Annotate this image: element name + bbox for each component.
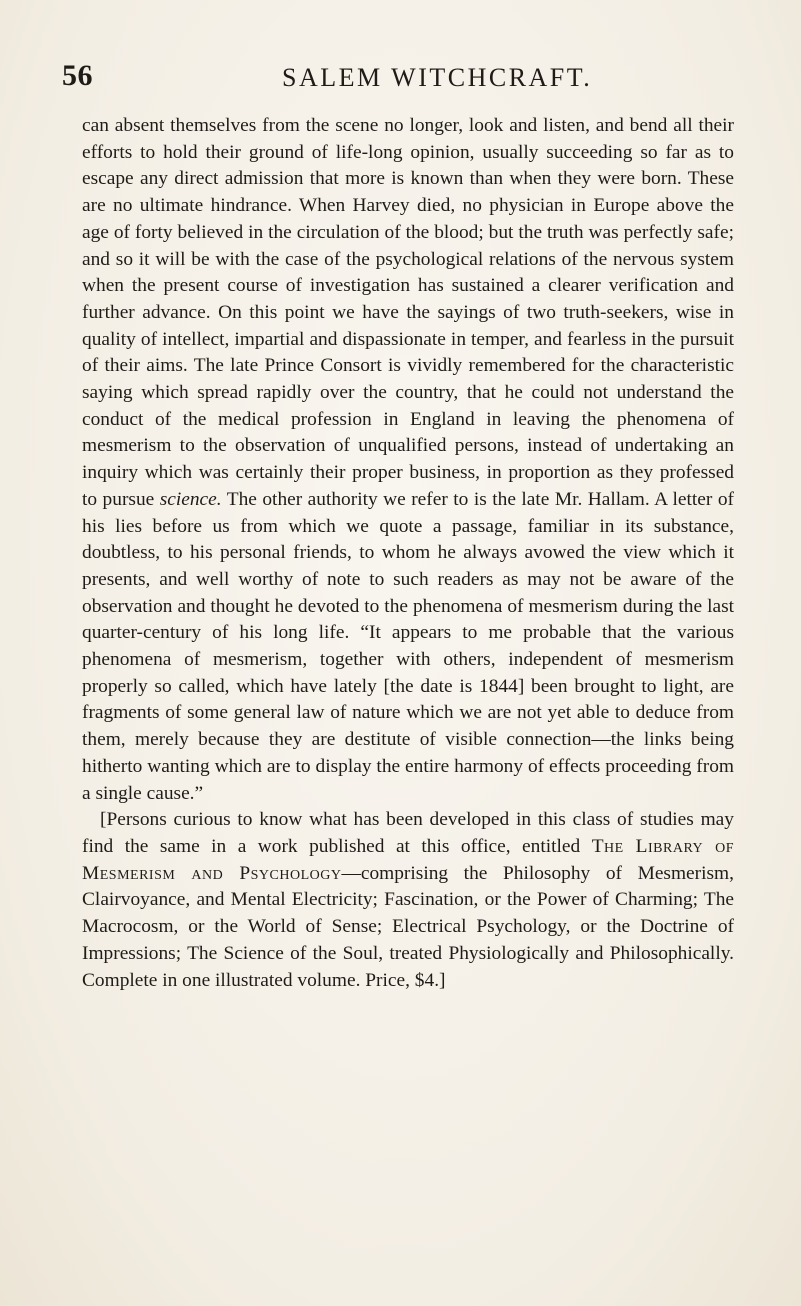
italic-word: science.: [159, 488, 222, 510]
body-text: [82, 113, 734, 994]
advertisement-text-start: [Persons curious to know what has been developed in this class of studies may find the same in a work published at this office, entitled: [82, 809, 734, 857]
main-paragraph: [82, 113, 734, 807]
running-title: SALEM WITCHCRAFT.: [282, 63, 593, 92]
main-paragraph-text: can absent themselves from the scene no longer, look and listen, and bend all their efforts to hold their ground of life-long opinion, usually succeeding so far as to escape any direct admission that more is known than when they were born. These are no ultimate hindrance. When Harvey died, no physician in Europe above the age of forty believed in the circulation of the blood; but the truth was perfectly safe; and so it will be with the case of the psychological relations of the nervous system when the present course of investigation has sustained a clearer verification and further advance. On this point we have the sayings of two truth-seekers, wise in quality of intellect, impartial and dispassionate in temper, and fearless in the pursuit of their aims. The late Prince Consort is vividly remembered for the characteristic saying which spread rapidly over the country, that he could not understand the conduct of the medical profession in England in leaving the phenomena of mesmerism to the observation of unqualified persons, instead of undertaking an inquiry which was certainly their proper business, in proportion as they professed to pursue: [82, 115, 734, 510]
page-header: [62, 56, 752, 96]
main-paragraph-continuation: The other authority we refer to is the late Mr. Hallam. A letter of his lies before us from which we quote a passage, familiar in its substance, doubtless, to his personal friends, to whom he always avowed the view which it presents, and well worthy of note to such readers as may not be aware of the observation and thought he devoted to the phenomena of mesmerism during the last quarter-century of his long life. “It appears to me probable that the various phenomena of mesmerism, together with others, independent of mesmerism properly so called, which have lately [the date is 1844] been brought to light, are fragments of some general law of nature which we are not yet able to deduce from them, merely because they are destitute of visible connection—the links being hitherto wanting which are to display the entire harmony of effects proceeding from a single cause.”: [82, 488, 734, 804]
advertisement-paragraph: [82, 807, 734, 994]
advertised-book-title: The Library of Mesmerism and Psychology: [82, 835, 734, 884]
page-number: 56: [62, 59, 93, 92]
advertisement-text-end: —comprising the Philosophy of Mesmerism, Clairvoyance, and Mental Electricity; Fascination, or the Power of Charming; The Macrocosm, or the World of Sense; Electrical Psychology, or the Doctrine of Impressions; The Science of the Soul, treated Physiologically and Philosophically. Complete in one illustrated volume. Price, $4.]: [82, 862, 734, 991]
